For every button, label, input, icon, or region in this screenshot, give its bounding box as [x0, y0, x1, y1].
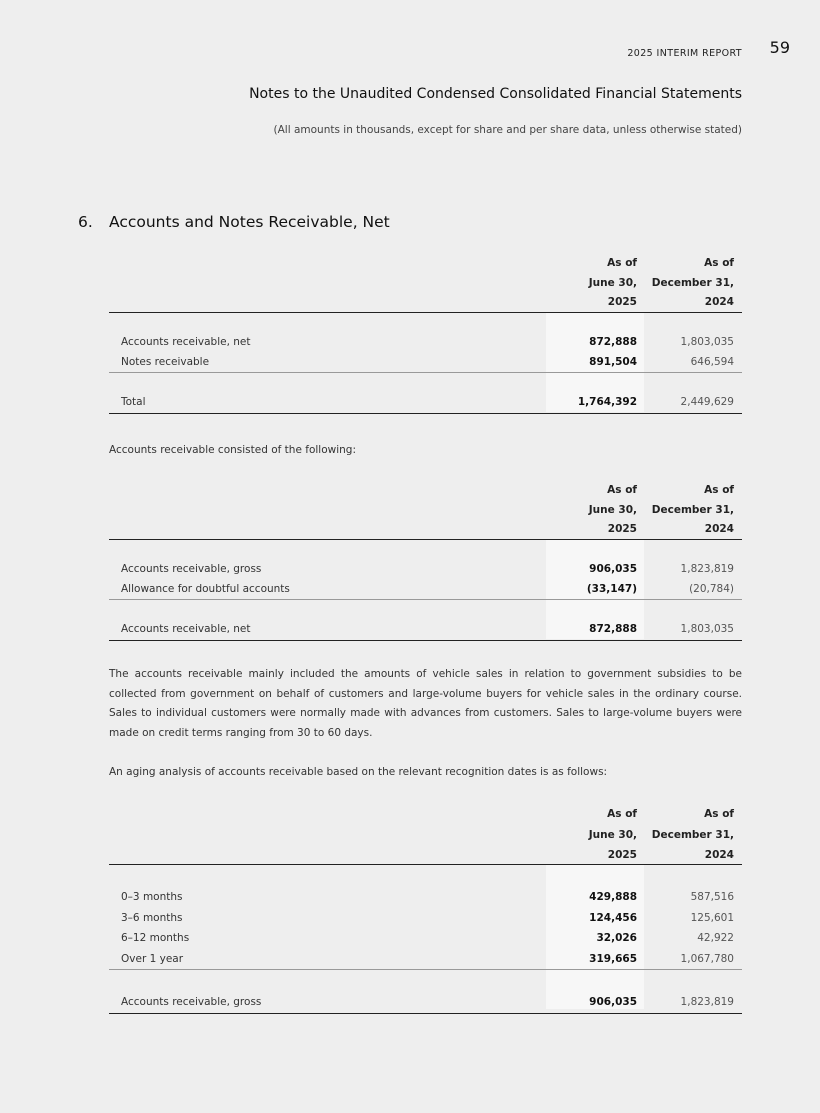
- column-header-june-2025: As of June 30, 2025: [588, 808, 637, 861]
- report-label: 2025 INTERIM REPORT: [627, 48, 742, 59]
- section-heading: [78, 213, 390, 231]
- column-header-june-2025: As of June 30, 2025: [588, 257, 637, 308]
- aging-analysis-table: [109, 804, 742, 1014]
- page-number: 59: [769, 38, 790, 57]
- table-row: Notes receivable 891,504 646,594: [109, 353, 742, 374]
- section-title: Accounts and Notes Receivable, Net: [109, 213, 390, 231]
- table-header: [109, 804, 742, 865]
- table-row: Accounts receivable, gross 906,035 1,823,819: [121, 563, 734, 575]
- column-header-dec-2024: As of December 31, 2024: [651, 808, 734, 861]
- column-header-dec-2024: As of December 31, 2024: [651, 484, 734, 535]
- table-header: [109, 481, 742, 540]
- paragraph: An aging analysis of accounts receivable based on the relevant recognition dates is as follows:: [109, 766, 608, 778]
- table-row: 3–6 months 124,456 125,601: [121, 911, 734, 924]
- table-row: Accounts receivable, net 872,888 1,803,035: [121, 336, 734, 348]
- paragraph: Accounts receivable consisted of the following:: [109, 444, 356, 456]
- receivables-breakdown-table: [109, 481, 742, 641]
- table-total-row: Total 1,764,392 2,449,629: [109, 393, 742, 414]
- page-title: Notes to the Unaudited Condensed Consolidated Financial Statements: [249, 86, 742, 102]
- section-number: 6.: [78, 213, 93, 231]
- table-header: [109, 254, 742, 313]
- table-total-row: Accounts receivable, gross 906,035 1,823,819: [109, 992, 742, 1014]
- column-header-dec-2024: As of December 31, 2024: [651, 257, 734, 308]
- table-row: 6–12 months 32,026 42,922: [121, 932, 734, 944]
- column-header-june-2025: As of June 30, 2025: [588, 484, 637, 535]
- table-row: 0–3 months 429,888 587,516: [121, 891, 734, 903]
- receivables-table: [109, 254, 742, 414]
- table-total-row: Accounts receivable, net 872,888 1,803,035: [109, 620, 742, 641]
- table-row: Over 1 year 319,665 1,067,780: [109, 949, 742, 971]
- paragraph: The accounts receivable mainly included the amounts of vehicle sales in relation to government subsidies to be collected from government on behalf of customers and large-volume buyers for vehicle sales in the ordinary course. Sales to individual customers were normally made with advances from customers. Sales to large-volume buyers were made on credit terms ranging from 30 to 60 days.: [109, 668, 742, 739]
- table-row: Allowance for doubtful accounts (33,147) (20,784): [109, 580, 742, 601]
- page-subtitle: (All amounts in thousands, except for share and per share data, unless otherwise stated): [273, 124, 742, 136]
